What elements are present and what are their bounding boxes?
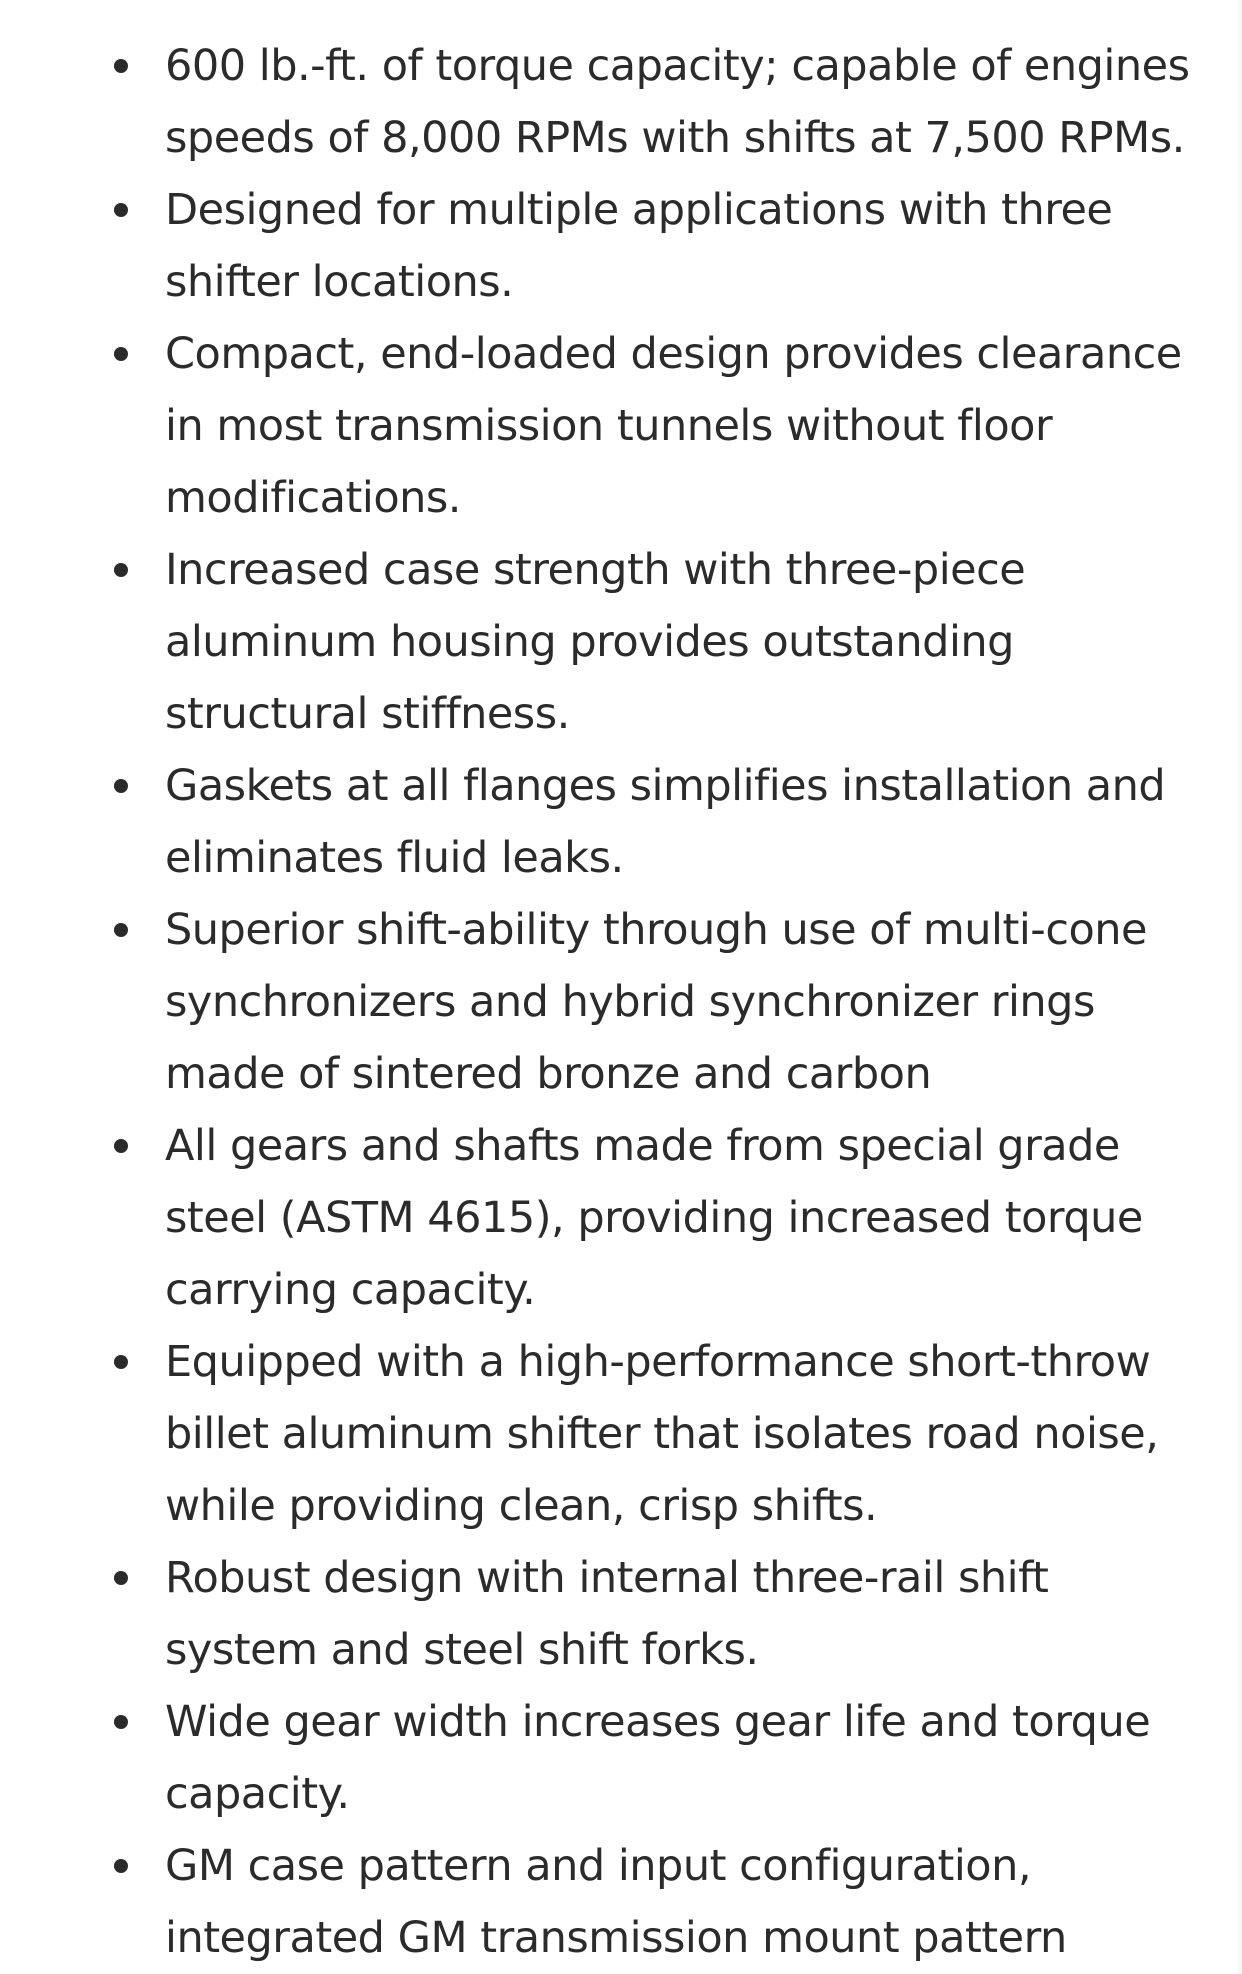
list-item-text: Compact, end-loaded design provides clearance in most transmission tunnels without floor modifications. — [165, 329, 1182, 523]
bullet-icon — [114, 1139, 128, 1153]
bullet-icon — [114, 563, 128, 577]
bullet-icon — [114, 347, 128, 361]
list-item-text: Equipped with a high-performance short-throw billet aluminum shifter that isolates road noise, while providing clean, crisp shifts. — [165, 1337, 1159, 1531]
list-item — [0, 30, 1242, 174]
list-item-text: Wide gear width increases gear life and torque capacity. — [165, 1697, 1151, 1819]
bullet-icon — [114, 1859, 128, 1873]
list-item — [0, 1542, 1242, 1686]
bullet-icon — [114, 203, 128, 217]
list-item-text: Increased case strength with three-piece aluminum housing provides outstanding structural stiffness. — [165, 545, 1026, 739]
list-item — [0, 1686, 1242, 1830]
list-item — [0, 318, 1242, 534]
bullet-icon — [114, 1715, 128, 1729]
list-item — [0, 750, 1242, 894]
list-item — [0, 1830, 1242, 1974]
list-item-text: Designed for multiple applications with three shifter locations. — [165, 185, 1113, 307]
bullet-icon — [114, 1571, 128, 1585]
list-item-text: Gaskets at all flanges simplifies installation and eliminates fluid leaks. — [165, 761, 1166, 883]
bullet-icon — [114, 59, 128, 73]
list-item — [0, 534, 1242, 750]
list-item — [0, 1326, 1242, 1542]
list-item-text: 600 lb.-ft. of torque capacity; capable of engines speeds of 8,000 RPMs with shifts at 7,500 RPMs. — [165, 41, 1190, 163]
list-item-text: GM case pattern and input configuration, integrated GM transmission mount pattern — [165, 1841, 1067, 1963]
list-item — [0, 1110, 1242, 1326]
bullet-icon — [114, 779, 128, 793]
list-item — [0, 174, 1242, 318]
page-edge — [1236, 0, 1242, 1974]
list-item-text: Superior shift-ability through use of multi-cone synchronizers and hybrid synchronizer rings made of sintered bronze and carbon — [165, 905, 1147, 1099]
bullet-icon — [114, 1355, 128, 1369]
bullet-icon — [114, 923, 128, 937]
list-item-text: All gears and shafts made from special grade steel (ASTM 4615), providing increased torque carrying capacity. — [165, 1121, 1143, 1315]
list-item — [0, 894, 1242, 1110]
list-item-text: Robust design with internal three-rail shift system and steel shift forks. — [165, 1553, 1049, 1675]
feature-list — [0, 30, 1242, 1974]
